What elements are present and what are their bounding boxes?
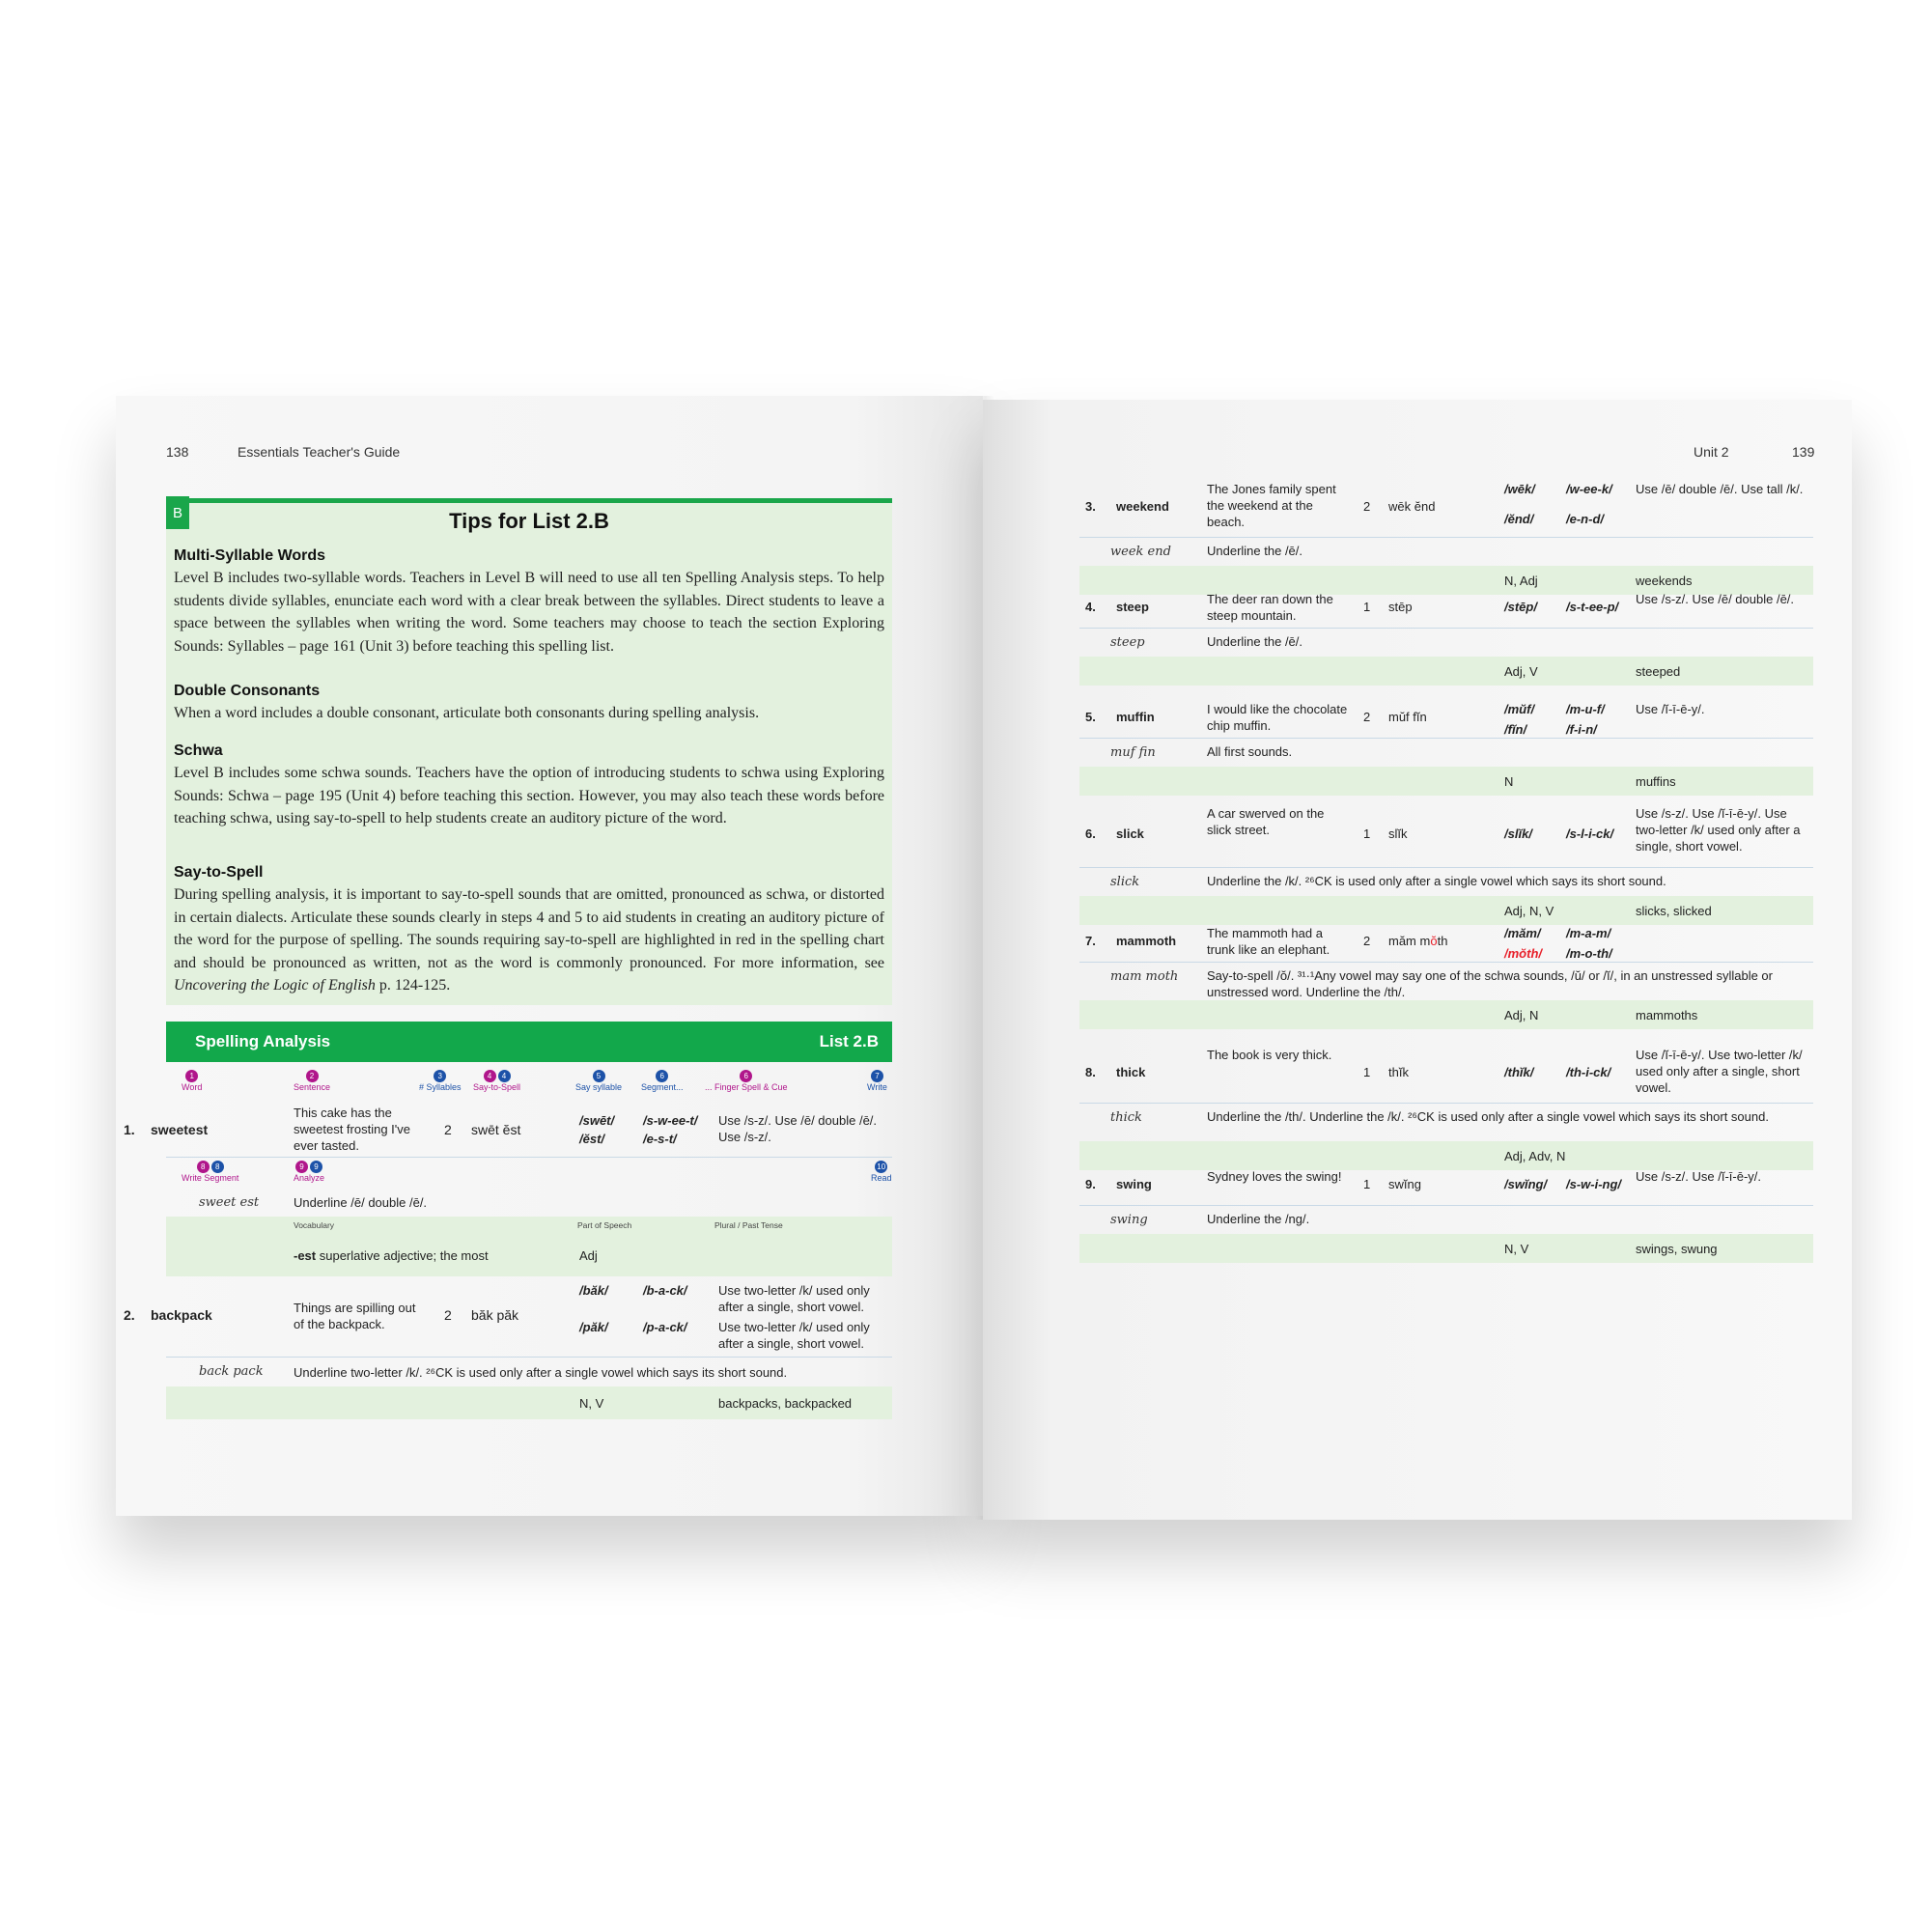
entry-word: mammoth [1116,934,1177,948]
entry-vocabulary: -est superlative adjective; the most [294,1248,489,1263]
entry-cue: Use /ē/ double /ē/. Use tall /k/. [1636,482,1804,496]
entry-word: slick [1116,826,1144,841]
row-divider [1079,1103,1813,1104]
entry-plural: weekends [1636,574,1693,588]
tip-text: Level B includes two-syllable words. Teachers in Level B will need to use all ten Spelling Analysis steps. To help students divide syllables, enunciate each word with a clear break between the syllables. Direct students to leave a space between the syllables when writing the word. Some teachers may choose to teach the section Exploring Sounds: Syllables – page 161 (Unit 3) before teaching this spelling list. [174,570,884,655]
row-divider [1079,962,1813,963]
entry-pos: N [1504,774,1514,789]
running-title-left: Essentials Teacher's Guide [238,444,401,460]
entry-analysis: Underline /ē/ double /ē/. [294,1195,428,1210]
step-sentence: 2 Sentence [294,1072,331,1092]
entry-pos: N, V [579,1396,604,1411]
handwriting-sample: sweet est [199,1195,260,1210]
entry-analysis: Underline two-letter /k/. ²⁶CK is used only after a single vowel which says its short sound. [294,1365,788,1380]
entry-number: 1. [124,1122,135,1137]
entry-analysis: Underline the /th/. Underline the /k/. ²⁶CK is used only after a single vowel which says its short sound. [1207,1109,1769,1124]
entry-phonogram: /măm/ [1504,926,1541,940]
entry-sentence: The deer ran down the steep mountain. [1207,592,1333,623]
pos-row [1079,767,1813,796]
entry-number: 7. [1085,934,1096,948]
tip-heading: Double Consonants [174,683,321,699]
tip-heading: Say-to-Spell [174,864,264,881]
entry-word: steep [1116,600,1149,614]
entry-cue: Use two-letter /k/ used only after a single, short vowel. [718,1283,870,1314]
entry-sentence: This cake has the sweetest frosting I've ever tasted. [294,1106,410,1153]
entry-syllables: 1 [1363,1177,1371,1191]
entry-pos: Adj, V [1504,664,1538,679]
entry-phonogram: /fĭn/ [1504,722,1527,737]
entry-segment: /s-w-ee-t/ [643,1113,698,1128]
entry-sentence: A car swerved on the slick street. [1207,806,1325,837]
entry-say: wēk ĕnd [1388,499,1436,514]
pos-row [1079,1000,1813,1029]
step-write-segment: 8 8 Write Segment [182,1162,239,1183]
entry-syllables: 2 [1363,710,1371,724]
entry-segment: /s-l-i-ck/ [1566,826,1614,841]
entry-pos: Adj, N [1504,1008,1539,1022]
entry-sentence: Things are spilling out of the backpack. [294,1301,416,1331]
entry-say: slĭk [1388,826,1408,841]
entry-segment: /s-t-ee-p/ [1566,600,1619,614]
entry-syllables: 2 [1363,934,1371,948]
entry-phonogram: /ĕnd/ [1504,512,1534,526]
entry-segment: /m-u-f/ [1566,702,1605,716]
handwriting-sample: muf fin [1110,745,1156,760]
tip-heading: Schwa [174,742,223,759]
entry-plural: backpacks, backpacked [718,1396,853,1411]
entry-sentence: The Jones family spent the weekend at the beach. [1207,482,1336,529]
entry-sentence: Sydney loves the swing! [1207,1169,1342,1184]
entry-word: weekend [1116,499,1169,514]
entry-cue: Use /s-z/. Use /ē/ double /ē/. [1636,592,1795,606]
entry-phonogram: /băk/ [579,1283,608,1298]
entry-phonogram: /stēp/ [1504,600,1537,614]
entry-phonogram: /mŭf/ [1504,702,1535,716]
entry-say: măm mŏth [1388,934,1448,948]
col-label-plural: Plural / Past Tense [714,1220,783,1230]
handwriting-sample: mam moth [1110,969,1179,984]
entry-segment: /p-a-ck/ [643,1320,687,1334]
vocab-row [166,1217,892,1276]
entry-word: sweetest [151,1122,209,1137]
step-analyze: 9 9 Analyze [294,1162,325,1183]
handwriting-sample: back pack [199,1364,264,1379]
entry-analysis: Underline the /ng/. [1207,1212,1310,1226]
spelling-analysis-title: Spelling Analysis [195,1032,331,1050]
step-read: 10 Read [871,1162,892,1183]
tips-box [166,498,892,1005]
entry-say: thĭk [1388,1065,1409,1079]
entry-segment: /e-n-d/ [1566,512,1604,526]
left-page [116,396,983,1516]
entry-word: muffin [1116,710,1155,724]
entry-phonogram: /slĭk/ [1504,826,1532,841]
step-finger-spell: 6 ... Finger Spell & Cue [705,1072,788,1092]
entry-plural: muffins [1636,774,1676,789]
entry-analysis: Underline the /k/. ²⁶CK is used only after a single vowel which says its short sound. [1207,874,1666,888]
entry-segment: /b-a-ck/ [643,1283,687,1298]
entry-pos: N, Adj [1504,574,1538,588]
entry-syllables: 1 [1363,600,1371,614]
entry-cue: Use /ĭ-ī-ē-y/. [1636,702,1705,716]
tip-text: When a word includes a double consonant, articulate both consonants during spelling analysis. [174,705,760,721]
col-label-pos: Part of Speech [577,1220,632,1230]
tip-heading: Multi-Syllable Words [174,547,326,564]
entry-phonogram: /wēk/ [1504,482,1535,496]
entry-cue: Use /ĭ-ī-ē-y/. Use two-letter /k/ used only after a single, short vowel. [1636,1048,1803,1095]
list-label: List 2.B [819,1032,879,1050]
entry-syllables: 1 [1363,1065,1371,1079]
entry-number: 3. [1085,499,1096,514]
step-say-syllable: 5 Say syllable [575,1072,623,1092]
entry-say: mŭf fĭn [1388,710,1427,724]
tip-schwa [174,742,884,830]
tip-text: Level B includes some schwa sounds. Teachers have the option of introducing students to schwa using Exploring Sounds: Schwa – page 195 (Unit 4) before teaching this section. However, you may also teach these words before teaching schwa, using say-to-spell to help students create an auditory picture of the word. [174,765,884,826]
entry-segment: /e-s-t/ [643,1132,677,1146]
handwriting-sample: thick [1110,1110,1142,1125]
entry-syllables: 1 [1363,826,1371,841]
step-syllables: 3 # Syllables [419,1072,462,1092]
entry-sentence: The book is very thick. [1207,1048,1332,1062]
entry-word: thick [1116,1065,1146,1079]
entry-phonogram: /mŏth/ [1504,946,1542,961]
step-say-to-spell: 4 4 Say-to-Spell [473,1072,521,1092]
entry-number: 8. [1085,1065,1096,1079]
entry-segment: /m-a-m/ [1566,926,1611,940]
entry-phonogram: /ĕst/ [579,1132,605,1146]
step-segment: 6 Segment... [641,1072,684,1092]
running-title-right: Unit 2 [1694,444,1729,460]
entry-syllables: 2 [444,1122,452,1137]
handwriting-sample: week end [1110,545,1171,559]
entry-say: băk păk [471,1307,519,1323]
entry-say: stēp [1388,600,1413,614]
entry-plural: swings, swung [1636,1242,1718,1256]
entry-segment: /s-w-i-ng/ [1566,1177,1622,1191]
entry-say: swĭng [1388,1177,1421,1191]
entry-cue: Use /s-z/. Use /ĭ-ī-ē-y/. [1636,1169,1762,1184]
entry-analysis: Say-to-spell /ŏ/. ³¹·¹Any vowel may say one of the schwa sounds, /ŭ/ or /ĭ/, in an unstressed syllable or unstressed word. Underline the /th/. [1207,968,1773,999]
entry-cue: Use two-letter /k/ used only after a single, short vowel. [718,1320,870,1351]
entry-cue: Use /s-z/. Use /ē/ double /ē/. Use /s-z/. [718,1113,878,1144]
row-divider [166,1357,892,1358]
page-number-left: 138 [166,444,189,460]
pos-row [1079,1141,1813,1170]
entry-sentence: I would like the chocolate chip muffin. [1207,702,1348,733]
entry-plural: steeped [1636,664,1681,679]
entry-analysis: Underline the /ē/. [1207,634,1303,649]
handwriting-sample: swing [1110,1213,1148,1227]
entry-analysis: Underline the /ē/. [1207,544,1303,558]
entry-number: 5. [1085,710,1096,724]
entry-segment: /f-i-n/ [1566,722,1597,737]
handwriting-sample: steep [1110,635,1145,650]
entry-plural: slicks, slicked [1636,904,1712,918]
entry-sentence: The mammoth had a trunk like an elephant. [1207,926,1330,957]
entry-syllables: 2 [444,1307,452,1323]
entry-number: 9. [1085,1177,1096,1191]
entry-pos: Adj, Adv, N [1504,1149,1566,1163]
entry-phonogram: /swĭng/ [1504,1177,1548,1191]
entry-phonogram: /swēt/ [579,1113,615,1128]
entry-pos: N, V [1504,1242,1529,1256]
entry-segment: /m-o-th/ [1566,946,1612,961]
entry-segment: /w-ee-k/ [1566,482,1612,496]
entry-analysis: All first sounds. [1207,744,1293,759]
tip-say-to-spell [174,864,884,997]
row-divider [1079,537,1813,538]
handwriting-sample: slick [1110,875,1140,889]
entry-segment: /th-i-ck/ [1566,1065,1611,1079]
entry-pos: Adj [579,1248,598,1263]
tip-text: During spelling analysis, it is important to say-to-spell sounds that are omitted, pronounced as schwa, or distorted in certain dialects. Articulate these sounds clearly in steps 4 and 5 to aid students in creating an auditory picture of the word for the purpose of spelling. The sounds requiring say-to-spell are highlighted in red in the spelling chart and should be pronounced as written, not as the word is commonly pronounced. For more information, see Uncovering the Logic of English p. 124-125. [174,886,884,994]
entry-cue: Use /s-z/. Use /ĭ-ī-ē-y/. Use two-letter /k/ used only after a single, short vowel. [1636,806,1801,854]
entry-number: 6. [1085,826,1096,841]
entry-number: 4. [1085,600,1096,614]
right-page [983,400,1852,1520]
step-word: 1 Word [182,1072,203,1092]
step-write: 7 Write [867,1072,887,1092]
tip-multi-syllable [174,547,884,658]
level-badge: B [166,496,189,529]
entry-say: swēt ĕst [471,1122,521,1137]
col-label-vocabulary: Vocabulary [294,1220,335,1230]
pos-row [1079,657,1813,686]
row-divider [1079,1205,1813,1206]
entry-phonogram: /thĭk/ [1504,1065,1534,1079]
entry-pos: Adj, N, V [1504,904,1554,918]
entry-plural: mammoths [1636,1008,1698,1022]
page-number-right: 139 [1792,444,1815,460]
entry-word: backpack [151,1307,212,1323]
spelling-analysis-header [166,1022,892,1062]
entry-word: swing [1116,1177,1152,1191]
row-divider [1079,738,1813,739]
tip-double-consonants [174,683,884,725]
entry-number: 2. [124,1307,135,1323]
tips-title: Tips for List 2.B [449,509,609,533]
row-divider [166,1157,892,1158]
entry-syllables: 2 [1363,499,1371,514]
entry-phonogram: /păk/ [579,1320,608,1334]
row-divider [1079,628,1813,629]
row-divider [1079,867,1813,868]
